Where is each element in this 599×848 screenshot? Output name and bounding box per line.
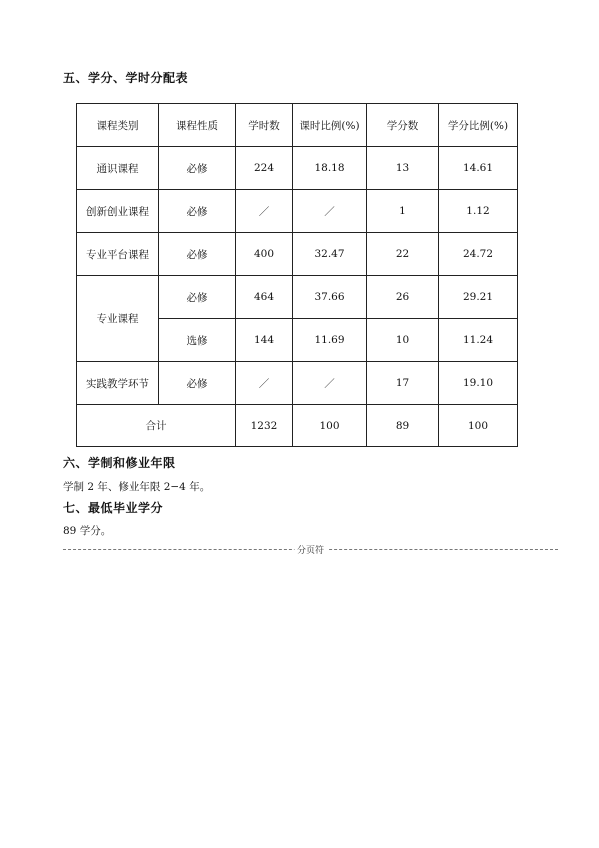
table-row (77, 362, 518, 405)
page-break-line (63, 546, 558, 556)
table-total-row (77, 405, 518, 447)
cell-hours: 464 (236, 276, 293, 319)
table-row (77, 276, 518, 319)
cell-nature: 必修 (159, 190, 236, 233)
cell-credits: 22 (367, 233, 439, 276)
cell-hours: ／ (236, 362, 293, 405)
cell-credits: 13 (367, 147, 439, 190)
total-hours: 1232 (236, 405, 293, 447)
table-row (77, 147, 518, 190)
cell-credits-pct: 29.21 (439, 276, 518, 319)
cell-hours-pct: ／ (293, 190, 367, 233)
section-5-title: 五、学分、学时分配表 (63, 71, 189, 85)
page-break-label: 分页符 (294, 543, 327, 556)
header-credits-pct: 学分比例(%) (439, 104, 518, 147)
cell-nature: 必修 (159, 276, 236, 319)
header-credits: 学分数 (367, 104, 439, 147)
section-6-title: 六、学制和修业年限 (63, 456, 176, 470)
table-row (77, 233, 518, 276)
cell-hours: 144 (236, 319, 293, 362)
cell-hours: 400 (236, 233, 293, 276)
cell-hours: 224 (236, 147, 293, 190)
total-credits-pct: 100 (439, 405, 518, 447)
cell-hours: ／ (236, 190, 293, 233)
cell-nature: 选修 (159, 319, 236, 362)
header-hours-pct: 课时比例(%) (293, 104, 367, 147)
cell-category: 通识课程 (77, 147, 159, 190)
header-category: 课程类别 (77, 104, 159, 147)
cell-category: 专业课程 (77, 276, 159, 362)
cell-nature: 必修 (159, 147, 236, 190)
cell-credits: 17 (367, 362, 439, 405)
total-label: 合计 (77, 405, 236, 447)
cell-nature: 必修 (159, 233, 236, 276)
section-6-text: 学制 2 年、修业年限 2−4 年。 (63, 481, 211, 493)
cell-credits-pct: 1.12 (439, 190, 518, 233)
cell-credits-pct: 14.61 (439, 147, 518, 190)
cell-category: 专业平台课程 (77, 233, 159, 276)
cell-nature: 必修 (159, 362, 236, 405)
section-7-text: 89 学分。 (63, 525, 112, 537)
cell-credits-pct: 11.24 (439, 319, 518, 362)
table-header-row (77, 104, 518, 147)
cell-hours-pct: ／ (293, 362, 367, 405)
cell-credits-pct: 19.10 (439, 362, 518, 405)
cell-hours-pct: 32.47 (293, 233, 367, 276)
cell-credits: 26 (367, 276, 439, 319)
cell-credits-pct: 24.72 (439, 233, 518, 276)
table-row (77, 190, 518, 233)
cell-credits: 1 (367, 190, 439, 233)
cell-hours-pct: 11.69 (293, 319, 367, 362)
cell-category: 实践教学环节 (77, 362, 159, 405)
total-hours-pct: 100 (293, 405, 367, 447)
cell-credits: 10 (367, 319, 439, 362)
header-nature: 课程性质 (159, 104, 236, 147)
total-credits: 89 (367, 405, 439, 447)
cell-category: 创新创业课程 (77, 190, 159, 233)
credit-hour-table (76, 103, 518, 447)
cell-hours-pct: 18.18 (293, 147, 367, 190)
section-7-title: 七、最低毕业学分 (63, 501, 164, 515)
cell-hours-pct: 37.66 (293, 276, 367, 319)
header-hours: 学时数 (236, 104, 293, 147)
